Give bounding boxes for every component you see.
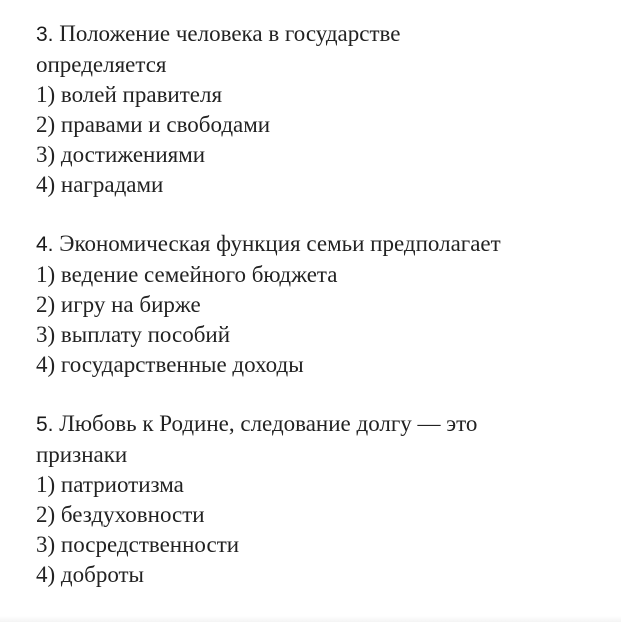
question-4-option-4: 4) государственные доходы (36, 352, 304, 377)
question-3 (36, 19, 611, 200)
question-5-option-2: 2) бездуховности (36, 502, 205, 527)
question-5-number: 5. (36, 413, 54, 436)
question-3-option-4: 4) наградами (36, 172, 164, 197)
question-4-stem-line-1 (36, 229, 611, 260)
question-3-number: 3. (36, 23, 54, 46)
question-4-option-1: 1) ведение семейного бюджета (36, 262, 338, 287)
question-4-stem-text-1: Экономическая функция семьи предполагает (59, 231, 501, 256)
bottom-edge-shadow (0, 616, 621, 622)
question-3-option-3: 3) достижениями (36, 142, 206, 167)
question-4-option-3: 3) выплату пособий (36, 322, 231, 347)
question-5-option-4: 4) доброты (36, 562, 145, 587)
question-5-option-3: 3) посредственности (36, 532, 240, 557)
question-5-stem-line-1 (36, 409, 611, 440)
question-5-option-1: 1) патриотизма (36, 472, 184, 497)
question-5 (36, 409, 611, 590)
question-3-option-1: 1) волей правителя (36, 82, 223, 107)
question-5-stem-line-2: признаки (36, 442, 128, 467)
question-4-option-2: 2) игру на бирже (36, 292, 201, 317)
question-4 (36, 229, 611, 380)
question-3-option-2: 2) правами и свободами (36, 112, 271, 137)
question-3-stem-line-1 (36, 19, 611, 50)
question-3-stem-text-1: Положение человека в государстве (59, 21, 401, 46)
question-3-stem-line-2: определяется (36, 52, 167, 77)
question-5-stem-text-1: Любовь к Родине, следование долгу — это (59, 411, 478, 436)
question-4-number: 4. (36, 233, 54, 256)
